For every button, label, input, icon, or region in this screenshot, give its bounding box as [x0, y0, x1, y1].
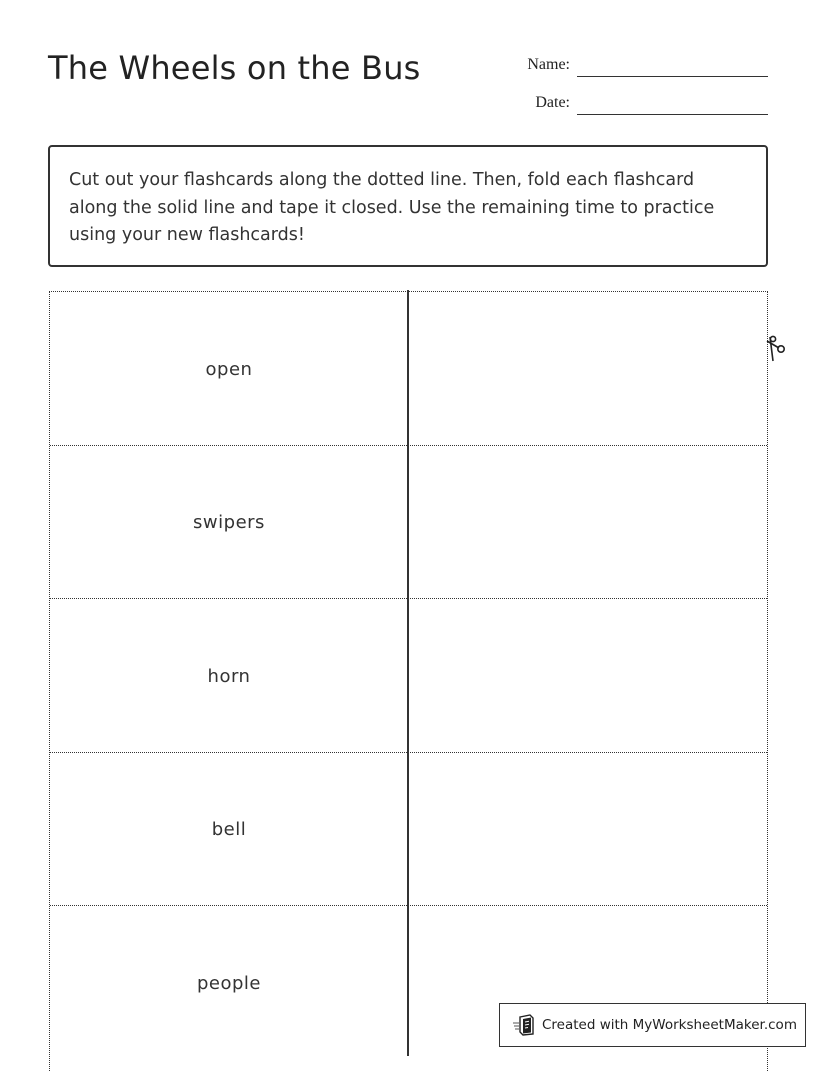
fold-line [407, 290, 409, 1056]
name-write-line [577, 76, 768, 77]
name-label: Name: [527, 56, 570, 73]
flashcard-front-word: open [205, 358, 253, 380]
flashcard-front-word: swipers [193, 511, 265, 533]
date-write-line [577, 114, 768, 115]
worksheet-title: The Wheels on the Bus [48, 49, 421, 87]
date-field [500, 90, 768, 118]
instructions-box [48, 145, 768, 267]
badge-text: Created with MyWorksheetMaker.com [542, 1017, 797, 1033]
flashcard-front-word: horn [207, 665, 251, 687]
flashcard-front-word: people [196, 972, 261, 994]
instructions-text: Cut out your flashcards along the dotted line. Then, fold each flashcard along the solid line and tape it closed. Use the remaining time to practice using your new flashcards! [69, 170, 715, 245]
date-label: Date: [535, 94, 570, 111]
book-logo-icon [512, 1013, 536, 1037]
created-with-badge[interactable] [499, 1003, 806, 1047]
scissors-icon [764, 335, 790, 365]
name-field [500, 52, 768, 80]
flashcard-front-word: bell [211, 818, 247, 840]
